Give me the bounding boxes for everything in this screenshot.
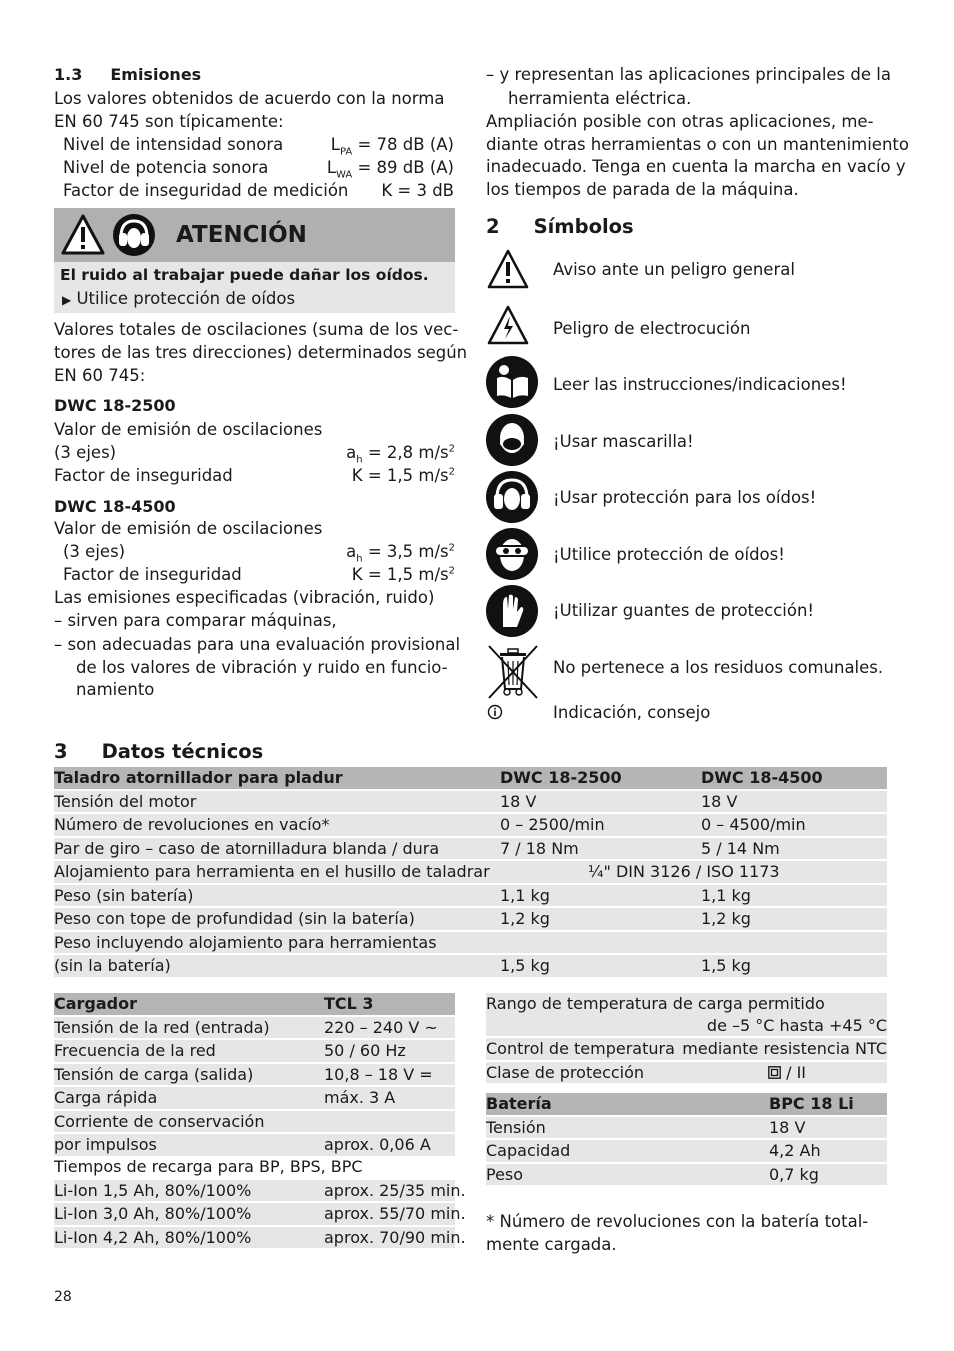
- table-cell: Rango de temperatura de carga permitido: [486, 994, 825, 1013]
- table-cell: Tensión de la red (entrada): [54, 1017, 270, 1037]
- paragraph-line: – y representan las aplicaciones principales de la: [486, 65, 891, 84]
- table-cell: 1,5 kg: [500, 956, 550, 975]
- table-cell: Número de revoluciones en vacío*: [54, 815, 330, 834]
- mask-icon: [486, 414, 538, 466]
- table-cell: Peso con tope de profundidad (sin la batería): [54, 909, 415, 928]
- table-cell: Li-Ion 3,0 Ah, 80%/100%: [54, 1204, 252, 1223]
- table-header-cell: DWC 18-2500: [500, 768, 622, 787]
- arrow-right-icon: ▶: [62, 293, 72, 307]
- warning-header: [54, 208, 455, 262]
- table-cell: aprox. 55/70 min.: [324, 1204, 466, 1223]
- table-row: [54, 1064, 455, 1086]
- info-icon: [487, 704, 503, 720]
- section-2-heading: [486, 215, 634, 238]
- table-cell: 10,8 – 18 V =: [324, 1064, 433, 1084]
- table-cell: máx. 3 A: [324, 1088, 396, 1107]
- general-danger-icon: [486, 248, 530, 290]
- symbol-label: ¡Utilice protección de oídos!: [553, 545, 785, 564]
- table-row: [54, 838, 887, 860]
- table-header-cell: Batería: [486, 1094, 552, 1113]
- table-cell: de –5 °C hasta +45 °C: [706, 1015, 887, 1035]
- warning-text: El ruido al trabajar puede dañar los oídos.: [60, 266, 429, 284]
- table-cell: 1,1 kg: [500, 885, 550, 905]
- table-cell: (sin la batería): [54, 956, 171, 975]
- table-cell: 18 V: [500, 791, 537, 811]
- table-cell: 4,2 Ah: [769, 1141, 821, 1160]
- ear-protection-icon: [486, 471, 538, 523]
- table-cell: Peso incluyendo alojamiento para herramientas: [54, 932, 437, 952]
- section-title: Emisiones: [110, 65, 202, 84]
- vib-value: $a_h = 3,5$ $m/s^2$: [346, 542, 455, 565]
- table-row: [54, 932, 887, 954]
- table-row: [486, 1140, 887, 1162]
- noise-list: [63, 133, 454, 202]
- page-number: 28: [54, 1289, 72, 1305]
- noise-row: [63, 179, 454, 202]
- table-cell: por impulsos: [54, 1135, 157, 1154]
- table-cell: / II: [768, 1062, 806, 1084]
- charge-info-table: [486, 993, 887, 1085]
- paragraph-line: EN 60 745:: [54, 366, 146, 385]
- vib-row: [54, 464, 455, 487]
- table-row: [54, 955, 887, 977]
- table-cell: 1,2 kg: [500, 909, 550, 928]
- section-3-heading: [54, 740, 263, 763]
- table-row: [486, 1164, 887, 1186]
- table-row: [54, 1227, 466, 1249]
- vib-row: [63, 540, 455, 563]
- table-cell: Control de temperatura: [486, 1039, 675, 1058]
- paragraph-line: Los valores obtenidos de acuerdo con la norma: [54, 89, 445, 108]
- paragraph-line: EN 60 745 son típicamente:: [54, 112, 284, 131]
- table-row: [486, 1062, 887, 1084]
- section-title: Símbolos: [533, 215, 634, 238]
- table-header-cell: Cargador: [54, 994, 138, 1013]
- table-row: [54, 1134, 455, 1156]
- table-cell: 50 / 60 Hz: [324, 1041, 406, 1060]
- warning-action: [62, 287, 295, 312]
- table-cell: Peso (sin batería): [54, 885, 194, 905]
- paragraph-line: diante otras herramientas o con un mantenimiento: [486, 135, 909, 154]
- table-row: [486, 1015, 887, 1037]
- paragraph-line: Valores totales de oscilaciones (suma de los vec-: [54, 320, 459, 339]
- table-cell: 1,5 kg: [701, 956, 751, 975]
- table-row: [486, 993, 887, 1015]
- vib-row: [54, 441, 455, 464]
- paragraph-line: herramienta eléctrica.: [508, 89, 692, 108]
- table-cell: Capacidad: [486, 1141, 571, 1160]
- table-row: [54, 1017, 455, 1039]
- noise-value: $L_{WA} = 89$ dB (A): [326, 158, 454, 181]
- table-cell: 1,2 kg: [701, 909, 751, 928]
- table-header-cell: TCL 3: [324, 994, 374, 1013]
- noise-label: Nivel de potencia sonora: [63, 158, 269, 177]
- symbol-label: Peligro de electrocución: [553, 319, 751, 338]
- paragraph-line: tores de las tres direcciones) determinados según: [54, 343, 468, 362]
- waste-bin-crossed-icon: [486, 643, 540, 701]
- charger-table: [54, 993, 466, 1250]
- symbol-label: ¡Usar protección para los oídos!: [553, 488, 817, 507]
- electric-shock-icon: [486, 304, 530, 346]
- table-cell: Par de giro – caso de atornilladura blanda / dura: [54, 838, 440, 858]
- table-header-cell: Taladro atornillador para pladur: [54, 768, 343, 787]
- vib-label: (3 ejes): [63, 542, 126, 561]
- protection-class-ii-icon: [768, 1066, 781, 1079]
- warning-triangle-icon: [60, 213, 106, 257]
- table-cell: Li-Ion 4,2 Ah, 80%/100%: [54, 1227, 252, 1247]
- warning-box: [54, 208, 455, 313]
- table-cell: Peso: [486, 1164, 524, 1184]
- tech-data-table: [54, 767, 887, 979]
- table-cell: 7 / 18 Nm: [500, 838, 579, 858]
- table-cell: Corriente de conservación: [54, 1111, 265, 1131]
- table-cell: 18 V: [769, 1117, 806, 1137]
- symbol-label: ¡Usar mascarilla!: [553, 432, 694, 451]
- vib-value: K = 1,5 $m/s^2$: [351, 466, 455, 485]
- table-row: [54, 1111, 455, 1133]
- noise-row: [63, 133, 454, 156]
- read-manual-icon: [486, 356, 538, 408]
- bullet-item: – son adecuadas para una evaluación provisional: [54, 635, 461, 654]
- paragraph-line: Valor de emisión de oscilaciones: [54, 420, 323, 439]
- table-cell: Tiempos de recarga para BP, BPS, BPC: [54, 1156, 363, 1176]
- table-cell: Frecuencia de la red: [54, 1041, 216, 1060]
- noise-label: Factor de inseguridad de medición: [63, 181, 349, 200]
- table-cell: Carga rápida: [54, 1088, 158, 1107]
- paragraph-line: los tiempos de parada de la máquina.: [486, 180, 799, 199]
- table-cell: 5 / 14 Nm: [701, 838, 780, 858]
- table-cell: Alojamiento para herramienta en el husillo de taladrar: [54, 862, 490, 881]
- table-cell: aprox. 25/35 min.: [324, 1180, 466, 1200]
- paragraph-line: Valor de emisión de oscilaciones: [54, 519, 323, 538]
- noise-value: $L_{PA} = 78$ dB (A): [330, 135, 454, 158]
- bullet-item-cont: namiento: [76, 680, 155, 699]
- table-row: [54, 814, 887, 836]
- eye-protection-icon: [486, 528, 538, 580]
- table-cell: 0 – 4500/min: [701, 815, 806, 834]
- symbol-label: ¡Utilizar guantes de protección!: [553, 601, 815, 620]
- table-cell: 18 V: [701, 791, 738, 811]
- table-cell: aprox. 70/90 min.: [324, 1227, 466, 1247]
- paragraph-line: Ampliación posible con otras aplicaciones, me-: [486, 112, 874, 131]
- vib-label: (3 ejes): [54, 443, 117, 462]
- table-cell: 0 – 2500/min: [500, 815, 605, 834]
- symbol-label: Indicación, consejo: [553, 703, 711, 722]
- noise-label: Nivel de intensidad sonora: [63, 135, 284, 154]
- table-row: [486, 1117, 887, 1139]
- table-header-cell: DWC 18-4500: [701, 768, 823, 787]
- table-row: [54, 1203, 466, 1225]
- vib-value: $a_h = 2,8$ $m/s^2$: [346, 443, 455, 466]
- table-row: [54, 1087, 455, 1109]
- table-row: [54, 861, 887, 883]
- symbol-label: No pertenece a los residuos comunales.: [553, 658, 884, 677]
- noise-row: [63, 156, 454, 179]
- gloves-icon: [486, 585, 538, 637]
- table-cell: Tensión de carga (salida): [54, 1064, 254, 1084]
- paragraph-line: Las emisiones especificadas (vibración, ruido): [54, 588, 435, 607]
- paragraph-line: inadecuado. Tenga en cuenta la marcha en vacío y: [486, 157, 906, 176]
- vib-value: K = 1,5 $m/s^2$: [351, 565, 455, 584]
- table-row: [54, 1040, 455, 1062]
- table-row: [54, 1180, 466, 1202]
- vib-label: Factor de inseguridad: [54, 466, 233, 485]
- warning-action-text: Utilice protección de oídos: [76, 289, 296, 308]
- table-row: [54, 1158, 455, 1178]
- table-cell: 0,7 kg: [769, 1164, 819, 1184]
- table-cell: mediante resistencia NTC: [682, 1039, 887, 1058]
- table-row: [54, 908, 887, 930]
- table-cell: Tensión: [486, 1117, 546, 1137]
- bullet-item-cont: de los valores de vibración y ruido en funcio-: [76, 658, 448, 677]
- footnote: * Número de revoluciones con la batería total-: [486, 1212, 869, 1231]
- noise-value: K = 3 dB: [381, 181, 454, 200]
- table-cell: 220 – 240 V ~: [324, 1017, 438, 1037]
- section-title: Datos técnicos: [101, 740, 264, 763]
- vib-label: Factor de inseguridad: [63, 565, 242, 584]
- model-heading: DWC 18-2500: [54, 396, 176, 415]
- section-1-3-heading: [54, 63, 201, 86]
- table-cell: 1,1 kg: [701, 885, 751, 905]
- table-row: [486, 1038, 887, 1060]
- vib-row: [63, 563, 455, 586]
- section-number: 2: [486, 215, 500, 238]
- warning-title: ATENCIÓN: [176, 222, 307, 248]
- table-cell: Li-Ion 1,5 Ah, 80%/100%: [54, 1180, 252, 1200]
- table-cell: aprox. 0,06 A: [324, 1135, 431, 1154]
- table-row: [54, 885, 887, 907]
- ear-protection-icon: [112, 213, 156, 257]
- symbol-label: Aviso ante un peligro general: [553, 260, 795, 279]
- table-header-row: [54, 993, 455, 1015]
- table-row: [54, 791, 887, 813]
- table-header-row: [486, 1093, 887, 1115]
- bullet-item: – sirven para comparar máquinas,: [54, 611, 337, 630]
- table-header-row: [54, 767, 887, 789]
- table-header-cell: BPC 18 Li: [769, 1094, 854, 1113]
- table-cell: Clase de protección: [486, 1062, 645, 1082]
- section-number: 3: [54, 740, 68, 763]
- battery-table: [486, 1093, 887, 1187]
- section-number: 1.3: [54, 65, 83, 84]
- footnote: mente cargada.: [486, 1235, 617, 1254]
- model-heading: DWC 18-4500: [54, 497, 176, 516]
- symbol-label: Leer las instrucciones/indicaciones!: [553, 375, 847, 394]
- table-cell: Tensión del motor: [54, 791, 197, 811]
- table-cell: ¼" DIN 3126 / ISO 1173: [588, 862, 780, 881]
